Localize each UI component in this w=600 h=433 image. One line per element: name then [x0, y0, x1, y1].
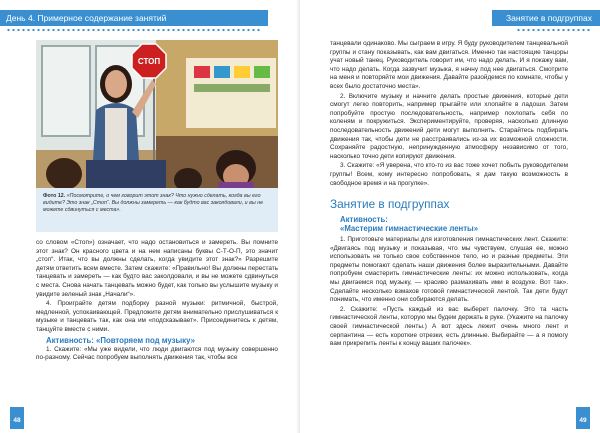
right-header-dots — [516, 28, 592, 32]
left-body-text — [36, 239, 278, 364]
body-paragraph: 2. Включите музыку и начните делать простые движения, которые дети смогут легко повторить, например прыгайте или хлопайте в ладоши. Затем попробуйте простую последовательность, например похлопать себя по коленям и покружиться. Экспериментируйте, проверяя, насколько длинную последовательность движений дети могут выполнить. Старайтесь подбирать движения так, чтобы дети не расстраивались из-за их возможной сложности. Сохраняйте радостную, непринужденную атмосферу независимо от того, насколько точно дети копируют движения. — [330, 92, 568, 160]
right-page — [300, 0, 600, 433]
photo-caption-label: Фото 12. — [43, 193, 66, 199]
body-paragraph: 4. Проиграйте детям подборку разной музыки: ритмичной, быстрой, медленной, успокаивающей. Предложите детям внимательно прислушиваться к музыке и танцевать так, как она им «подсказывает». Присоединитесь к детям, танцуйте вместе с ними. — [36, 300, 278, 333]
body-paragraph: танцевали одинаково. Мы сыграем в игру. Я буду руководителем танцевальной группы и стану показывать, как вам двигаться. Именно так настоящие танцоры учат новый танец. Руководитель говорит им, что надо делать. И я покажу вам, что надо делать. Когда зазвучит музыка, я начну под нее двигаться. Смотрите на меня и повторяйте мои движения. Давайте разойдемся по комнате, чтобы у всех было достаточно места». — [330, 40, 568, 90]
right-body-text — [330, 40, 568, 350]
photo-caption-text: «Посмотрите, о чем говорит этот знак? Что нужно сделать, когда вы его видите? Это знак „Стоп“. Вы должны замереть — как будто вас заколдовали, и вы не можете сдвинуться с места». — [43, 193, 264, 214]
activity-label: Активность: — [340, 215, 388, 225]
section-heading: Занятие в подгруппах — [330, 197, 450, 212]
stop-sign-text: СТОП — [137, 57, 161, 66]
body-paragraph: со словом «Стоп») означает, что надо остановиться и замереть. Вы помните этот знак? Он красного цвета и на нем написаны буквы С-Т-О-П, это значит „стоп“. Итак, что вы должны сделать, когда увидите этот знак?» Разрешите детям ответить всем вместе. Затем скажите: «Правильно! Вы должны перестать танцевать и замереть — как будто вас заколдовали, и вы не можете сдвинуться с места. Снова начать танцевать можно будет, как только вы услышите музыку и увидите зеленый знак „Начали“». — [36, 239, 278, 298]
body-paragraph: 3. Скажите: «Я уверена, что кто-то из вас тоже хочет побыть руководителем группы! Всем, кому интересно попробовать, я дам такую возможность в свободное время и на прогулке». — [330, 162, 568, 187]
activity-name: «Мастерим гимнастические ленты» — [340, 224, 479, 234]
left-page-number: 48 — [10, 407, 24, 429]
classroom-photo — [36, 40, 278, 188]
body-paragraph: 1. Приготовьте материалы для изготовления гимнастических лент. Скажите: «Двигаясь под музыку и показывая, что мы чувствуем, слушая ее, можно использовать не только свое собственное тело, но и разные предметы. Эти предметы помогают сделать наши движения более выразительными. Давайте попробуем смастерить гимнастические ленты: их можно использовать, когда мы двигаемся под музыку, — красиво размахивать ими в воздухе. Вот так». Сделайте несколько взмахов готовой гимнастической лентой. Так дети будут понимать, что именно они собираются делать. — [330, 236, 568, 304]
photo-caption — [36, 188, 278, 232]
classroom-photo-illustration — [36, 40, 278, 188]
left-header-dots — [6, 28, 262, 32]
right-page-number: 49 — [576, 407, 590, 429]
body-paragraph: 1. Скажите: «Мы уже видели, что люди двигаются под музыку совершенно по-разному. Сейчас попробуем выполнять движения так, чтобы все — [36, 345, 278, 362]
right-running-header: Занятие в подгруппах — [492, 10, 600, 26]
left-running-header: День 4. Примерное содержание занятий — [0, 10, 268, 26]
activity-heading: Активность: «Повторяем под музыку» — [46, 335, 195, 345]
body-paragraph: 2. Скажите: «Пусть каждый из вас выберет палочку. Это та часть гимнастической ленты, которую мы будем держать в руке. (Укажите на палочку своей гимнастической ленты.) А вот здесь лежит очень много лент и серпантина — есть короткие отрезки, есть длинные. Выбирайте — а я помогу вам прикрепить ленты к концу ваших палочек». — [330, 305, 568, 348]
